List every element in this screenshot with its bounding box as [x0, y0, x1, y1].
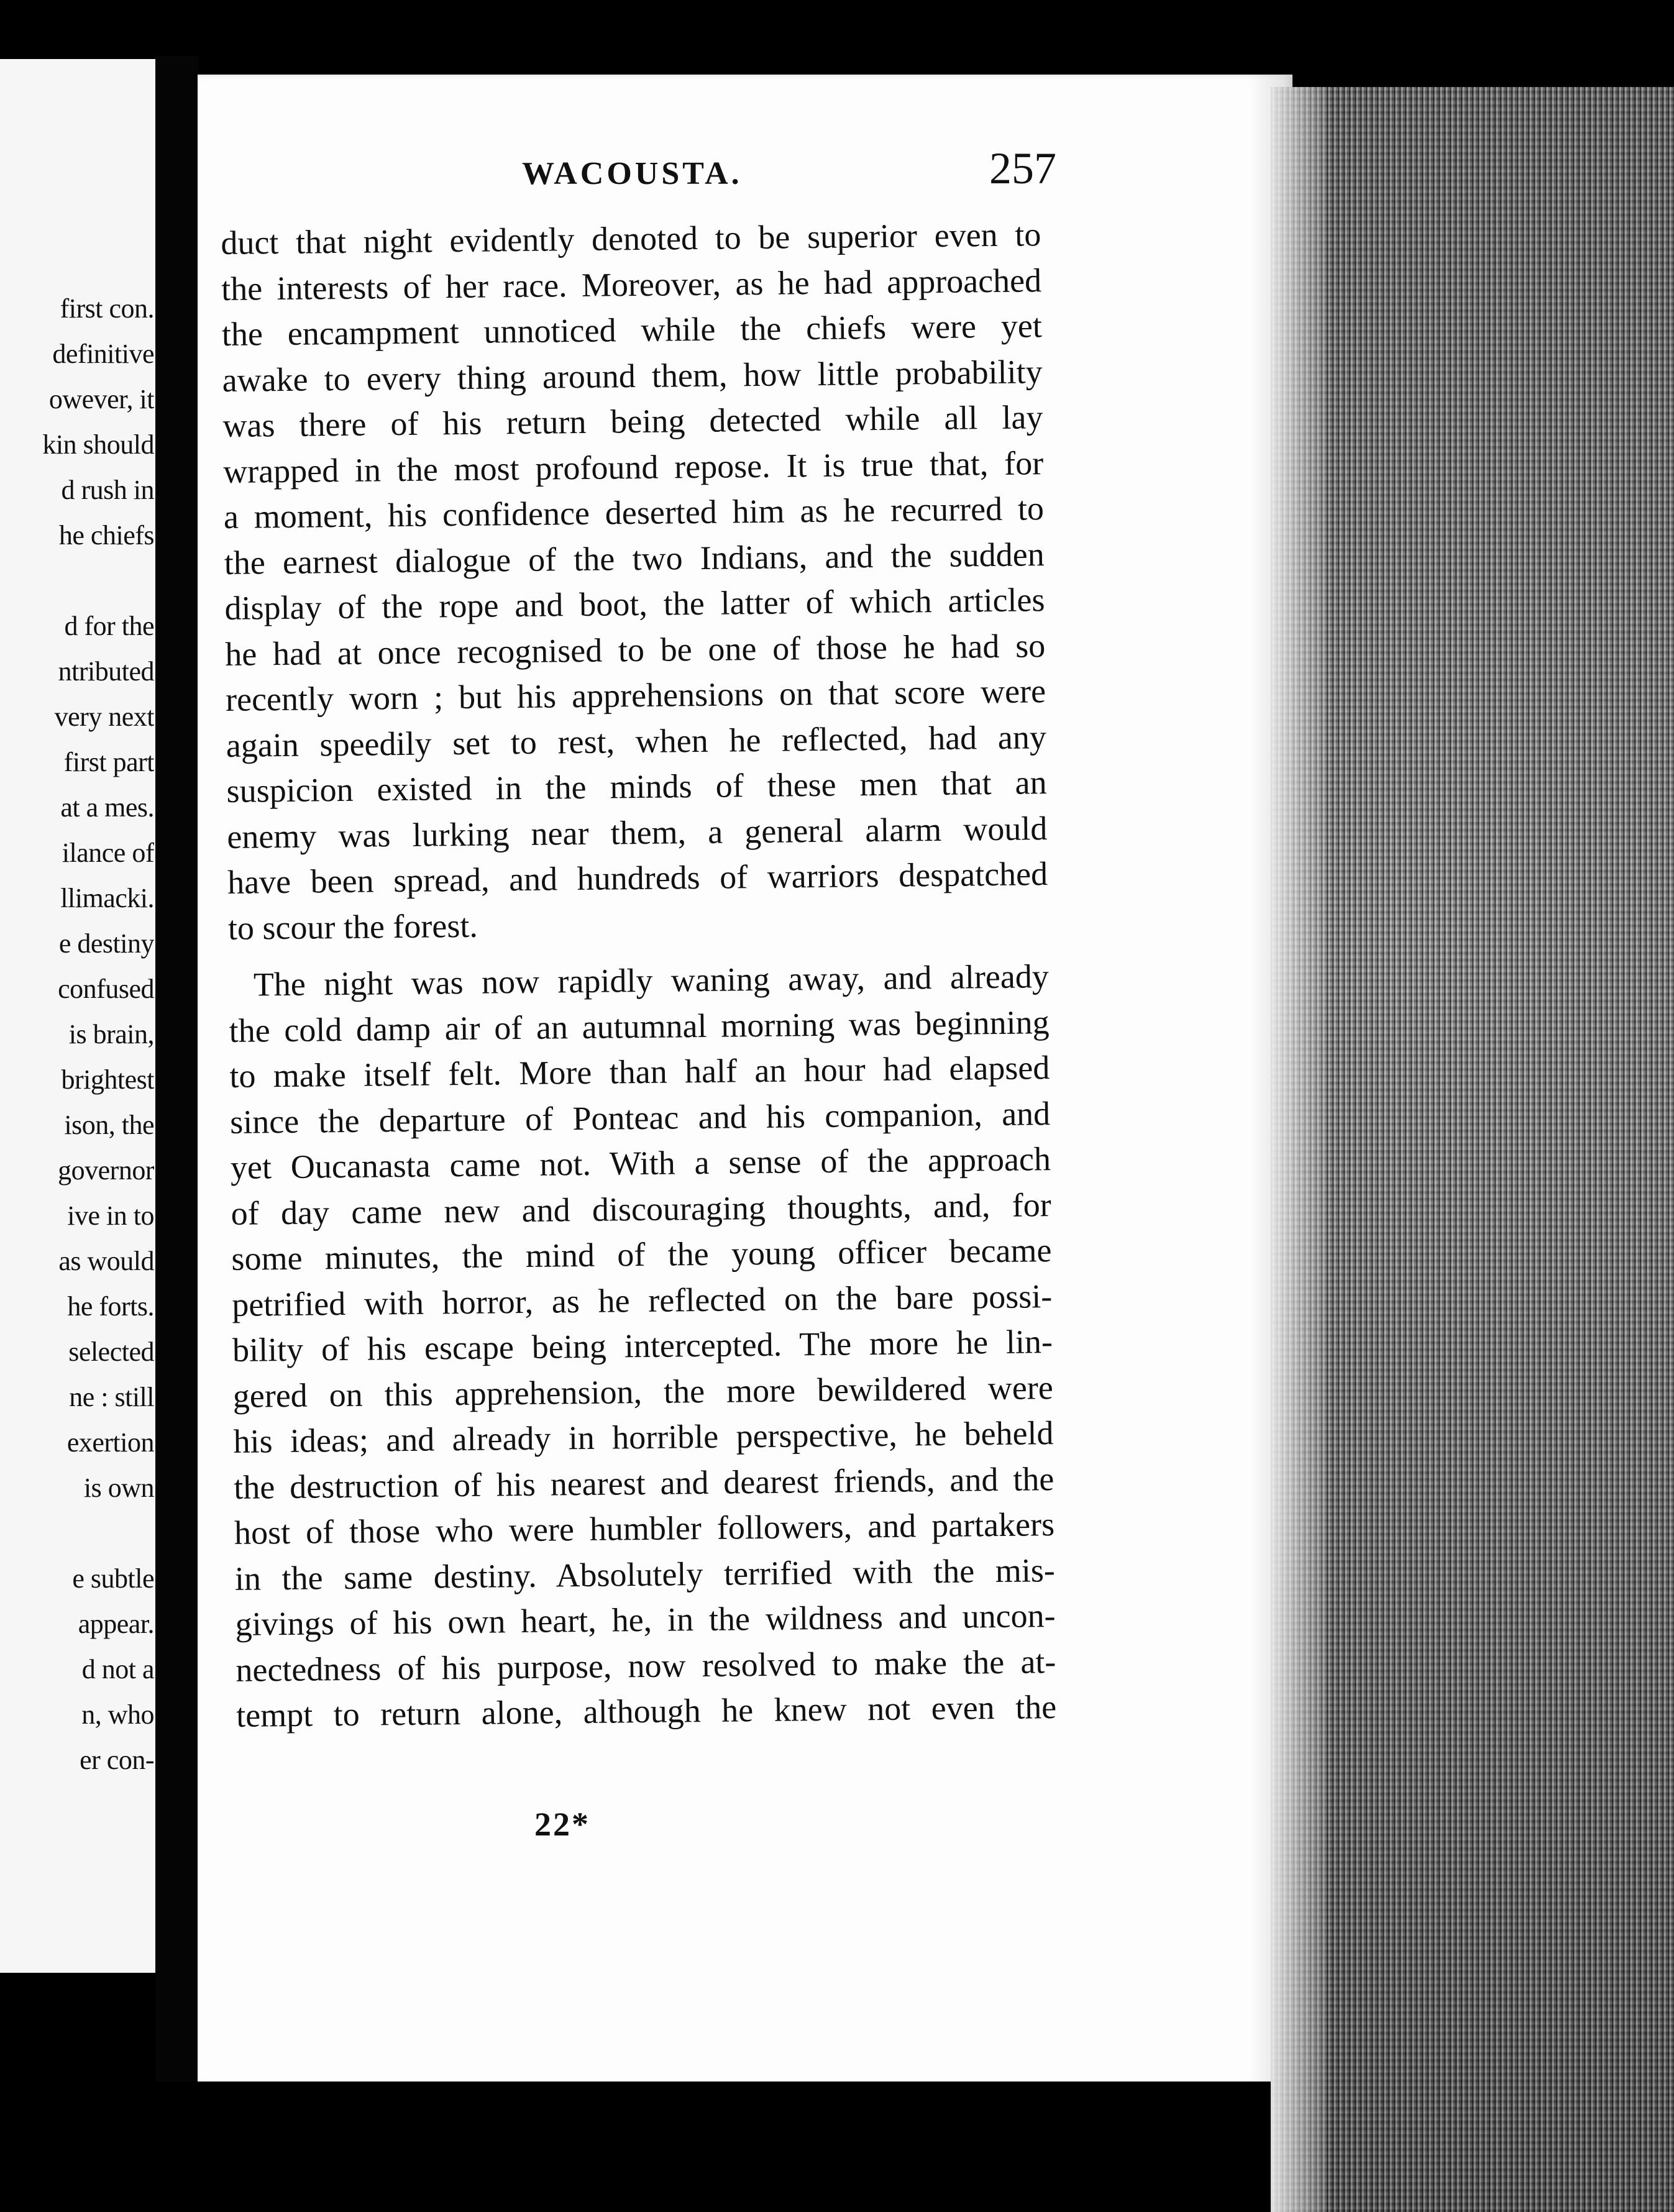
text-line: again speedily set to rest, when he reflected, had any [226, 718, 1047, 764]
left-page-line: first con. [60, 293, 154, 324]
left-page-line: is brain, [68, 1019, 154, 1049]
left-page-line: at a mes. [60, 792, 154, 823]
running-head [317, 143, 1106, 211]
left-page-line: n, who [81, 1699, 154, 1730]
page-block-edge [1271, 87, 1674, 2212]
book-gutter [155, 56, 199, 2082]
text-line: host of those who were humbler followers, and partakers [234, 1506, 1055, 1552]
left-page-line: d not a [81, 1654, 154, 1684]
text-line: tempt to return alone, although he knew not even the [236, 1688, 1057, 1734]
left-page-line: d for the [64, 611, 154, 641]
left-facing-page [0, 59, 155, 1973]
left-page-line: e destiny [58, 928, 154, 959]
text-line: nectedness of his purpose, now resolved to make the at- [236, 1642, 1056, 1689]
left-page-line: appear. [78, 1609, 154, 1639]
left-page-line: e subtle [72, 1563, 154, 1594]
left-page-line: d rush in [61, 475, 154, 505]
left-page-line: selected [68, 1337, 154, 1367]
text-line: bility of his escape being intercepted. The more he lin- [232, 1323, 1053, 1369]
left-page-line: brightest [61, 1064, 154, 1095]
running-title: WACOUSTA. [522, 156, 743, 191]
text-line: to scour the forest. [227, 907, 478, 947]
left-page-line: ilance of [62, 838, 154, 868]
left-page-line: ison, the [64, 1110, 154, 1140]
text-line: recently worn ; but his apprehensions on that score were [225, 672, 1046, 718]
bottom-scan-border [0, 2082, 1271, 2212]
left-page-line: ntributed [58, 656, 154, 687]
left-page-line: kin should [42, 429, 154, 460]
body-text [221, 212, 1057, 1739]
left-page-line: first part [63, 747, 154, 777]
left-page-line: confused [58, 974, 154, 1004]
text-line: duct that night evidently denoted to be superior even to [221, 216, 1041, 262]
signature-mark: 22* [534, 1806, 590, 1843]
left-page-line: he forts. [67, 1291, 154, 1322]
text-line: yet Oucanasta came not. With a sense of the approach [230, 1140, 1051, 1186]
left-page-line [0, 558, 154, 603]
text-line: have been spread, and hundreds of warriors despatched [227, 855, 1048, 901]
text-line: the destruction of his nearest and dearest friends, and the [234, 1460, 1054, 1506]
page-number: 257 [989, 144, 1056, 193]
text-line: of day came new and discouraging thoughts, and, for [231, 1186, 1051, 1232]
top-scan-border [0, 0, 1674, 68]
page-block-highlight [1271, 87, 1327, 2212]
left-page-text [0, 286, 154, 1783]
left-page-line: definitive [52, 339, 154, 369]
left-page-line: very next [54, 702, 154, 732]
text-line: enemy was lurking near them, a general alarm would [227, 809, 1048, 856]
text-line: his ideas; and already in horrible perspective, he beheld [233, 1414, 1054, 1460]
text-line: the interests of her race. Moreover, as he had approached [221, 261, 1042, 308]
text-line: a moment, his confidence deserted him as he recurred to [223, 490, 1045, 536]
left-page-line: exertion [66, 1427, 154, 1458]
left-page-line: er con- [80, 1745, 154, 1775]
left-page-line: ive in to [67, 1200, 154, 1231]
text-line: since the departure of Ponteac and his companion, and [229, 1094, 1051, 1141]
text-line: to make itself felt. More than half an hour had elapsed [229, 1049, 1050, 1095]
text-line: petrified with horror, as he reflected on the bare possi- [231, 1277, 1053, 1323]
text-line: the earnest dialogue of the two Indians, and the sudden [224, 535, 1045, 582]
text-line: the cold damp air of an autumnal morning was beginning [229, 1003, 1050, 1049]
left-page-line: he chiefs [58, 520, 154, 551]
text-line: display of the rope and boot, the latter of which articles [224, 581, 1045, 627]
text-line: givings of his own heart, he, in the wildness and uncon- [235, 1597, 1056, 1643]
left-page-line: governor [58, 1155, 154, 1186]
text-line: suspicion existed in the minds of these men that an [226, 764, 1047, 810]
left-page-line: owever, it [48, 384, 154, 414]
left-page-line: is own [83, 1473, 154, 1503]
left-page-line [0, 1510, 154, 1556]
text-line: gered on this apprehension, the more bewildered were [232, 1368, 1054, 1415]
text-line: he had at once recognised to be one of those he had so [224, 626, 1046, 673]
text-line: some minutes, the mind of the young officer became [231, 1232, 1052, 1277]
text-line: wrapped in the most profound repose. It is true that, for [222, 444, 1044, 490]
left-page-line: as would [58, 1246, 154, 1276]
left-page-line: llimacki. [60, 883, 154, 913]
left-page-line: ne : still [69, 1382, 154, 1412]
text-line: The night was now rapidly waning away, and already [253, 957, 1050, 1003]
text-line: awake to every thing around them, how little probability [222, 352, 1043, 399]
text-line: in the same destiny. Absolutely terrified with the mis- [234, 1551, 1056, 1597]
text-line: the encampment unnoticed while the chiefs were yet [221, 307, 1043, 353]
text-line: was there of his return being detected while all lay [222, 398, 1043, 444]
